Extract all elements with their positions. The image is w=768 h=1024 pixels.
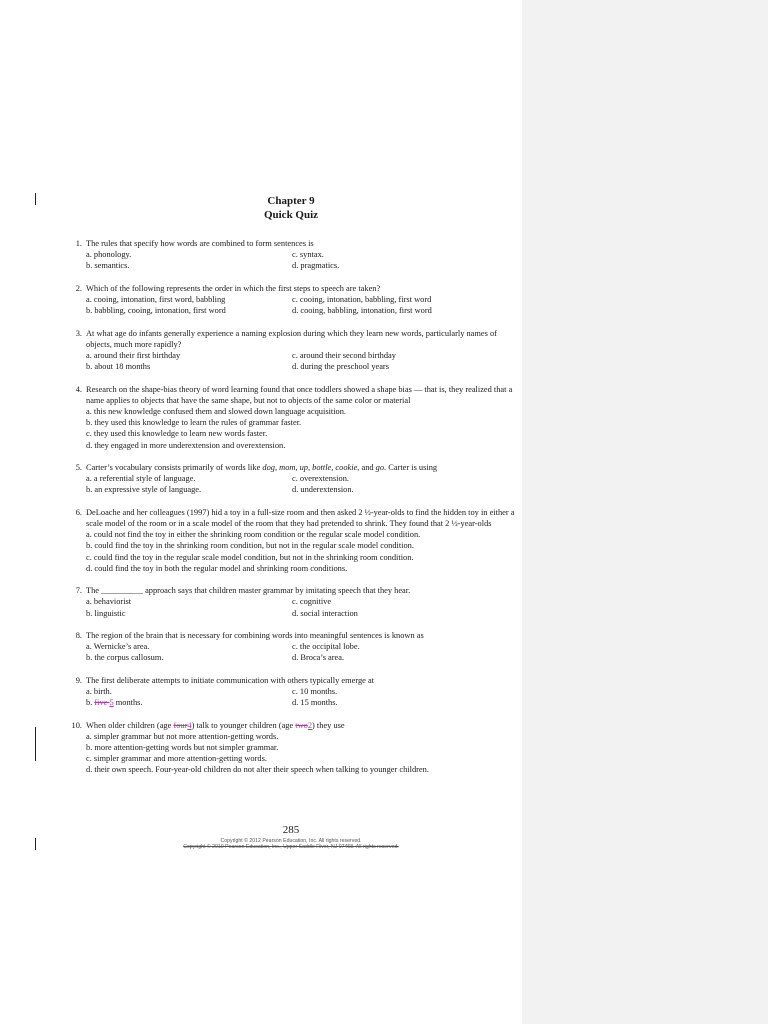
option: b. linguistic [86, 608, 126, 618]
question-stem: The rules that specify how words are combined to form sentences is [86, 239, 314, 248]
question-stem: At what age do infants generally experience a naming explosion during which they learn new words, particularly names of objects, much more rapidly? [86, 328, 497, 349]
copyright-line: Copyright © 2012 Pearson Education, Inc. All rights reserved. [220, 838, 362, 844]
option: d. during the preschool years [292, 362, 389, 372]
option: c. around their second birthday [292, 351, 396, 360]
deleted-text: two [295, 720, 308, 730]
question-stem: Which of the following represents the order in which the first steps to speech are taken? [86, 283, 381, 293]
quiz-heading: Quick Quiz [263, 209, 319, 221]
option: d. they engaged in more underextension and overextension. [86, 440, 286, 450]
option: b. they used this knowledge to learn the rules of grammar faster. [86, 418, 302, 428]
copyright-line-deleted: Copyright © 2010 Pearson Education, Inc., Upper Saddle River, NJ 07458. All rights reserved. [183, 844, 399, 850]
option: d. Broca’s area. [292, 653, 345, 663]
option: c. overextension. [292, 474, 349, 484]
deleted-text: four [173, 720, 188, 730]
question-7: 7. The __________ approach says that children master grammar by imitating speech that they hear. a. behaviorist c. cognitive b. linguistic d. social interaction [68, 585, 518, 619]
option: b. semantics. [86, 261, 130, 271]
option: d. social interaction [292, 608, 358, 618]
option: d. could find the toy in both the regular model and shrinking room conditions. [86, 563, 348, 573]
comment-pane [522, 0, 768, 1024]
question-stem: When older children (age four4) talk to younger children (age two2) they use [86, 720, 345, 730]
option: c. could find the toy in the regular scale model condition, but not in the shrinking room condition. [86, 552, 414, 562]
inserted-text: 2 [307, 720, 313, 730]
question-8: 8. The region of the brain that is necessary for combining words into meaningful sentences is known as a. Wernicke’s area. c. the occipital lobe. b. the corpus callosum. d. Broca’s area. [68, 630, 518, 664]
question-stem: The first deliberate attempts to initiate communication with others typically emerge at [86, 675, 374, 685]
option: b. could find the toy in the shrinking room condition, but not in the regular scale model condition. [86, 541, 414, 551]
question-stem: The region of the brain that is necessary for combining words into meaningful sentences is known as [86, 631, 424, 640]
option: a. could not find the toy in either the shrinking room condition or the regular scale model condition. [86, 530, 421, 540]
option: d. pragmatics. [292, 261, 340, 271]
option: a. cooing, intonation, first word, babbling [86, 295, 226, 304]
inserted-text: 4 [187, 720, 192, 730]
option: d. 15 months. [292, 698, 338, 708]
option: a. phonology. [86, 250, 132, 260]
page-number: 285 [282, 824, 300, 836]
quiz-list [68, 238, 518, 787]
option: d. underextension. [292, 485, 354, 495]
option: c. 10 months. [292, 687, 338, 696]
deleted-text: five [94, 698, 110, 708]
option: c. simpler grammar and more attention-getting words. [86, 754, 267, 764]
question-3: 3. At what age do infants generally experience a naming explosion during which they learn new words, particularly names of objects, much more rapidly? a. around their first birthday c. around their second birthday b. about 18 months d. during the preschool years [68, 328, 518, 373]
question-stem: DeLoache and her colleagues (1997) hid a toy in a full-size room and then asked 2 ½-year-olds to find the hidden toy in either a scale model of the room or in a scale model of the room that they had pretended to shrink. They found that 2 ½-year-olds [86, 507, 515, 528]
option: a. birth. [86, 687, 112, 696]
question-stem: Research on the shape-bias theory of word learning found that once toddlers showed a shape bias — that is, they realized that a name applies to objects that have the same shape, but not to objects of the same color or material [86, 384, 513, 405]
option: a. simpler grammar but not more attention-getting words. [86, 731, 279, 741]
question-9: 9. The first deliberate attempts to initiate communication with others typically emerge at a. birth. c. 10 months. b. five 5 months. d. 15 months. [68, 675, 518, 709]
option: b. about 18 months [86, 362, 151, 372]
option: d. their own speech. Four-year-old children do not alter their speech when talking to younger children. [86, 765, 429, 775]
option: c. syntax. [292, 250, 324, 260]
option: b. more attention-getting words but not simpler grammar. [86, 743, 279, 752]
option: b. babbling, cooing, intonation, first word [86, 306, 226, 316]
inserted-text: 5 [109, 698, 114, 708]
option: b. the corpus callosum. [86, 653, 164, 663]
option: c. the occipital lobe. [292, 642, 360, 652]
option: c. cooing, intonation, babbling, first word [292, 295, 432, 304]
question-6: 6. DeLoache and her colleagues (1997) hid a toy in a full-size room and then asked 2 ½-year-olds to find the hidden toy in either a scale model of the room or in a scale model of the room that they had pretended to shrink. They found that 2 ½-year-olds a. could not find the toy in either the shrinking room condition or the regular scale model condition. b. could find the toy in the shrinking room condition, but not in the regular scale model condition. c. could find the toy in the regular scale model condition, but not in the shrinking room condition. d. could find the toy in both the regular model and shrinking room conditions. [68, 507, 518, 574]
option: b. an expressive style of language. [86, 485, 202, 495]
option: a. around their first birthday [86, 351, 181, 360]
option: d. cooing, babbling, intonation, first word [292, 306, 432, 316]
question-4: 4. Research on the shape-bias theory of word learning found that once toddlers showed a shape bias — that is, they realized that a name applies to objects that have the same shape, but not to objects of the same color or material a. this new knowledge confused them and slowed down language acquisition. b. they used this knowledge to learn the rules of grammar faster. c. they used this knowledge to learn new words faster. d. they engaged in more underextension and overextension. [68, 384, 518, 451]
chapter-heading: Chapter 9 [267, 195, 315, 207]
question-5: 5. Carter’s vocabulary consists primarily of words like dog, mom, up, bottle, cookie, and go. Carter is using a. a referential style of language. c. overextension. b. an expressive style of language. d. underextension. [68, 462, 518, 496]
option: a. this new knowledge confused them and slowed down language acquisition. [86, 407, 347, 416]
option: c. they used this knowledge to learn new words faster. [86, 429, 268, 439]
option: c. cognitive [292, 597, 332, 607]
option: a. Wernicke’s area. [86, 642, 150, 652]
option: a. behaviorist [86, 597, 132, 607]
option: a. a referential style of language. [86, 474, 196, 484]
question-1: 1. The rules that specify how words are combined to form sentences is a. phonology. c. syntax. b. semantics. d. pragmatics. [68, 238, 518, 272]
question-stem: The __________ approach says that children master grammar by imitating speech that they hear. [86, 586, 411, 596]
option-tracked-change: b. five 5 months. [86, 698, 143, 708]
question-2: 2. Which of the following represents the order in which the first steps to speech are taken? a. cooing, intonation, first word, babbling c. cooing, intonation, babbling, first word b. babbling, cooing, intonation, first word d. cooing, babbling, intonation, first word [68, 283, 518, 317]
question-10: 10. When older children (age four4) talk to younger children (age two2) they use a. simpler grammar but not more attention-getting words. b. more attention-getting words but not simpler grammar. c. simpler grammar and more attention-getting words. d. their own speech. Four-year-old children do not alter their speech when talking to younger children. [68, 720, 518, 776]
question-stem: Carter’s vocabulary consists primarily of words like dog, mom, up, bottle, cookie, and go. Carter is using [86, 463, 438, 472]
